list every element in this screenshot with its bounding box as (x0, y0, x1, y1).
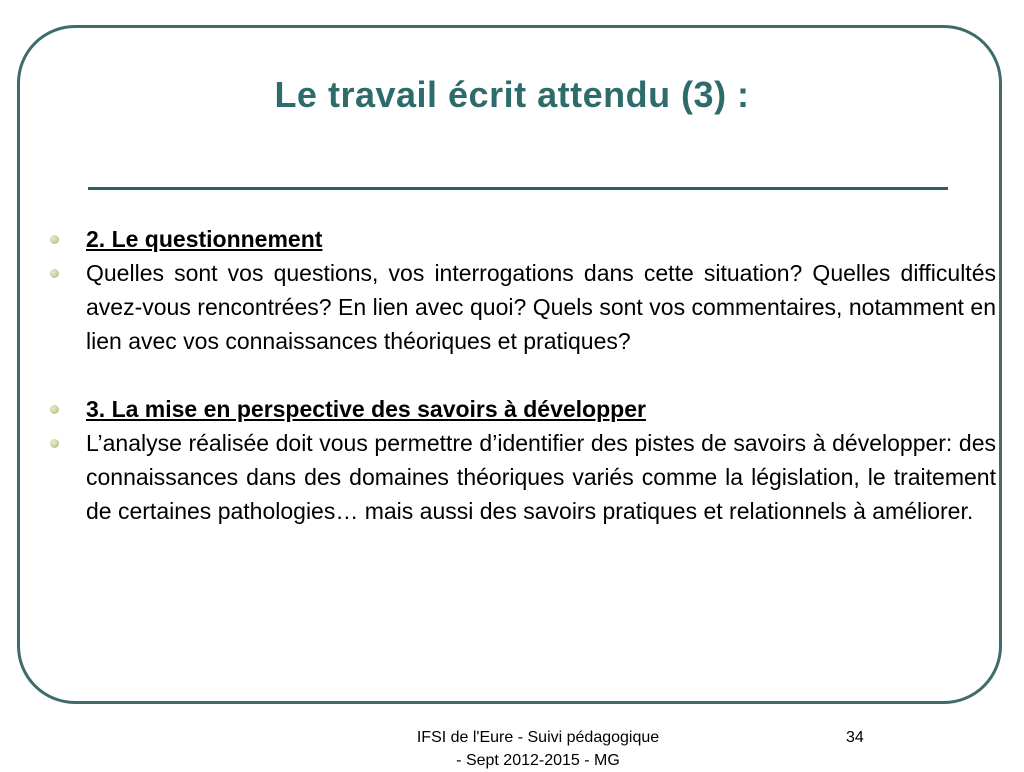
list-item-analyse (44, 426, 996, 528)
bullet-icon (50, 439, 59, 448)
slide-title: Le travail écrit attendu (3) : (274, 74, 750, 115)
body-text: L’analyse réalisée doit vous permettre d’identifier des pistes de savoirs à développer: des connaissances dans des domaines théoriques variés comme la législation, le traitement de certaines pathologies… mais aussi des savoirs pratiques et relationnels à améliorer. (86, 430, 996, 524)
body-text: Quelles sont vos questions, vos interrogations dans cette situation? Quelles difficultés avez-vous rencontrées? En lien avec quoi? Quels sont vos commentaires, notamment en lien avec vos connaissances théoriques et pratiques? (86, 260, 996, 354)
list-item-heading-questionnement (44, 222, 996, 256)
bullet-icon (50, 235, 59, 244)
list-item-heading-perspective (44, 392, 996, 426)
slide-content (44, 222, 996, 528)
bullet-icon (50, 405, 59, 414)
list-item-questions (44, 256, 996, 358)
title-divider (88, 187, 948, 190)
section-heading: 3. La mise en perspective des savoirs à développer (86, 396, 646, 422)
section-heading: 2. Le questionnement (86, 226, 323, 252)
page-number: 34 (846, 729, 864, 746)
footer-line-1: IFSI de l'Eure - Suivi pédagogique (416, 729, 660, 746)
slide-footer (385, 726, 691, 772)
footer-line-2: - Sept 2012-2015 - MG (456, 752, 620, 769)
bullet-icon (50, 269, 59, 278)
